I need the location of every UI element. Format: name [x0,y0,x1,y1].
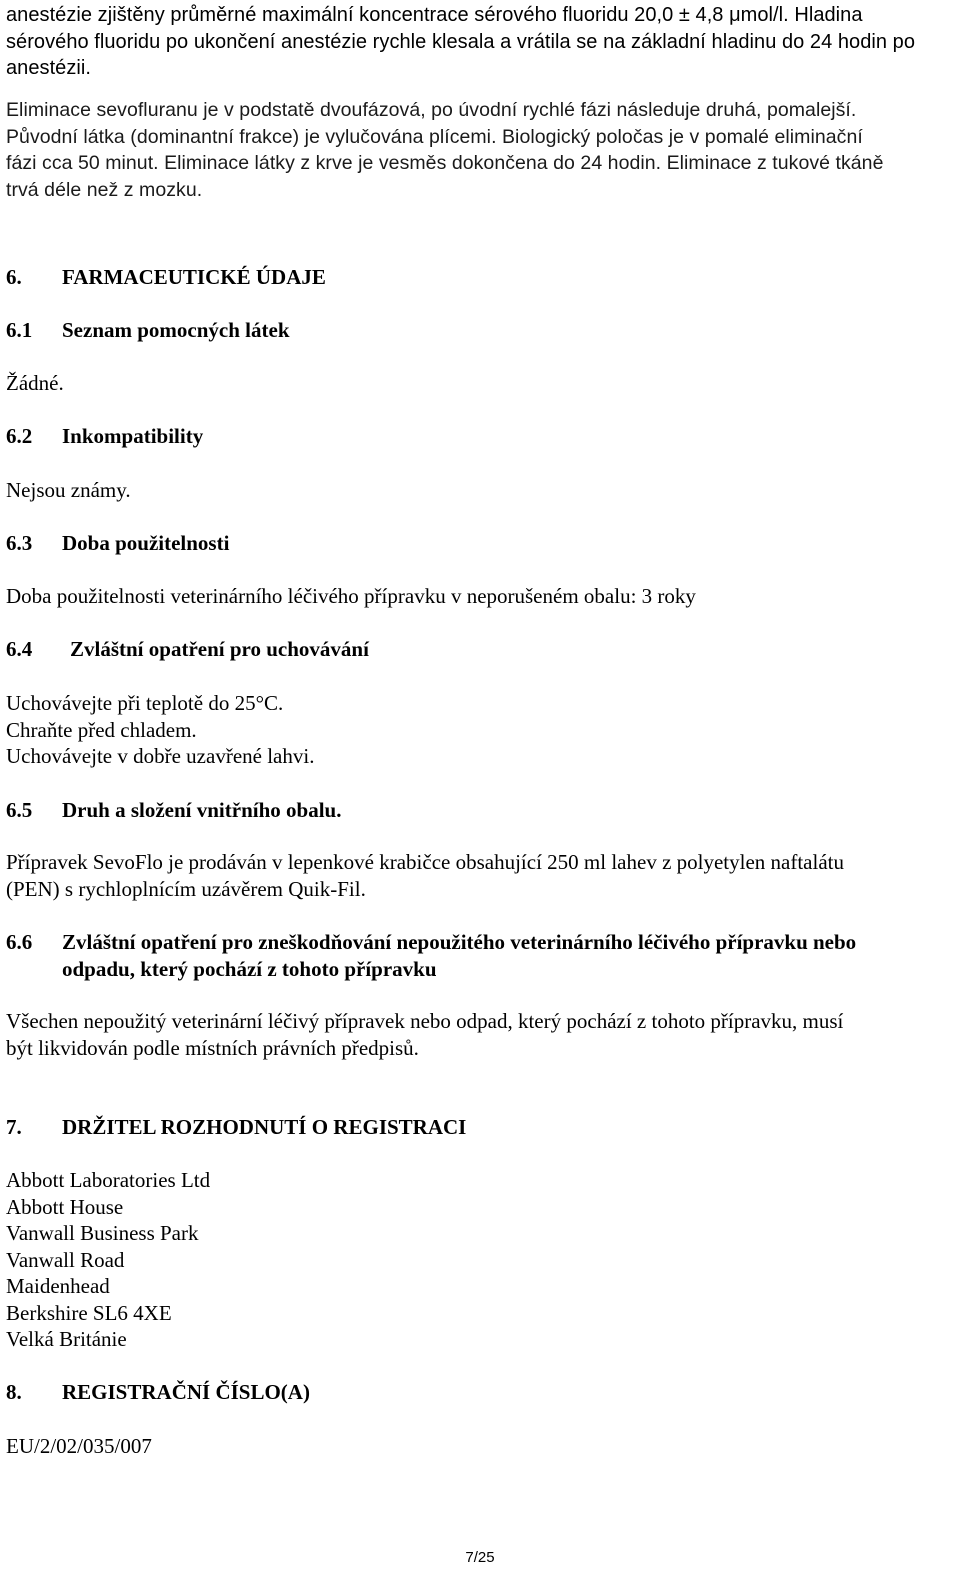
subsection-title: Druh a složení vnitřního obalu. [62,798,342,822]
address-line: Velká Británie [6,1327,127,1351]
storage-line: Chraňte před chladem. [6,717,197,742]
subsection-title: Zvláštní opatření pro uchovávání [70,637,369,661]
storage-line: Uchovávejte v dobře uzavřené lahvi. [6,744,315,768]
section-8-heading [6,1379,310,1406]
subsection-title: Doba použitelnosti [62,531,230,555]
section-6-heading [6,264,326,291]
section-title: DRŽITEL ROZHODNUTÍ O REGISTRACI [62,1115,467,1139]
storage-line: Uchovávejte při teplotě do 25°C. [6,691,284,715]
subsection-number: 6.6 [6,930,33,954]
subsection-6-3-heading [6,530,229,557]
subsection-number: 6.2 [6,424,33,448]
subsection-number: 6.3 [6,531,33,555]
subsection-6-5-text [6,849,952,902]
registration-value: EU/2/02/035/007 [6,1434,152,1458]
subsection-title: Inkompatibility [62,424,204,448]
packaging-line: (PEN) s rychloplnícím uzávěrem Quik-Fil. [6,876,366,901]
subsection-6-5-heading [6,797,341,824]
elimination-line: trvá déle než z mozku. [6,178,203,201]
address-line: Berkshire SL6 4XE [6,1300,172,1325]
elimination-line: fázi cca 50 minut. Eliminace látky z krve je vesměs dokončena do 24 hodin. Eliminace z tukové tkáně [6,152,884,174]
packaging-line: Přípravek SevoFlo je prodáván v lepenkové krabičce obsahující 250 ml lahev z polyetylen naftalátu [6,850,844,874]
subsection-title: Seznam pomocných látek [62,318,290,342]
subsection-number: 6.1 [6,318,33,342]
address-line: Maidenhead [6,1274,110,1298]
registration-number [6,1433,952,1460]
disposal-line: být likvidován podle místních právních předpisů. [6,1035,419,1060]
section-title: FARMACEUTICKÉ ÚDAJE [62,265,326,289]
holder-address [6,1167,952,1353]
intro-paragraph [6,2,952,82]
subsection-6-4-heading [6,636,369,663]
section-7-heading [6,1114,466,1141]
intro-line: anestézie zjištěny průměrné maximální koncentrace sérového fluoridu 20,0 ± 4,8 μmol/l. Hladina [6,4,863,26]
section-number: 6. [6,265,22,289]
section-title: REGISTRAČNÍ ČÍSLO(A) [62,1380,310,1404]
subsection-6-2-heading [6,423,203,450]
section-number: 8. [6,1380,22,1404]
elimination-paragraph [6,97,952,203]
section-number: 7. [6,1115,22,1139]
subsection-6-6-text [6,1008,952,1061]
address-line: Vanwall Road [6,1247,125,1272]
subsection-text: Nejsou známy. [6,478,131,502]
subsection-title: odpadu, který pochází z tohoto přípravku [62,956,437,981]
subsection-6-2-text [6,477,952,504]
intro-line: sérového fluoridu po ukončení anestézie rychle klesala a vrátila se na základní hladinu do 24 hodin po [6,30,916,53]
address-line: Vanwall Business Park [6,1221,199,1245]
subsection-6-3-text [6,583,952,610]
subsection-6-1-heading [6,317,290,344]
address-line: Abbott House [6,1194,124,1219]
elimination-line: Původní látka (dominantní frakce) je vylučována plícemi. Biologický poločas je v pomalé eliminační [6,125,863,148]
disposal-line: Všechen nepoužitý veterinární léčivý přípravek nebo odpad, který pochází z tohoto přípravku, musí [6,1009,844,1033]
elimination-line: Eliminace sevofluranu je v podstatě dvoufázová, po úvodní rychlé fázi následuje druhá, pomalejší. [6,99,857,121]
subsection-6-6-heading [6,929,856,982]
subsection-text: Žádné. [6,371,64,395]
subsection-6-1-text [6,370,952,397]
subsection-title: Zvláštní opatření pro zneškodňování nepoužitého veterinárního léčivého přípravku nebo [62,930,857,954]
subsection-number: 6.5 [6,798,33,822]
intro-line: anestézii. [6,57,91,79]
address-line: Abbott Laboratories Ltd [6,1168,211,1192]
page-number: 7/25 [465,1549,495,1566]
subsection-6-4-text [6,690,952,770]
subsection-text: Doba použitelnosti veterinárního léčivého přípravku v neporušeném obalu: 3 roky [6,584,696,608]
subsection-number: 6.4 [6,637,33,661]
